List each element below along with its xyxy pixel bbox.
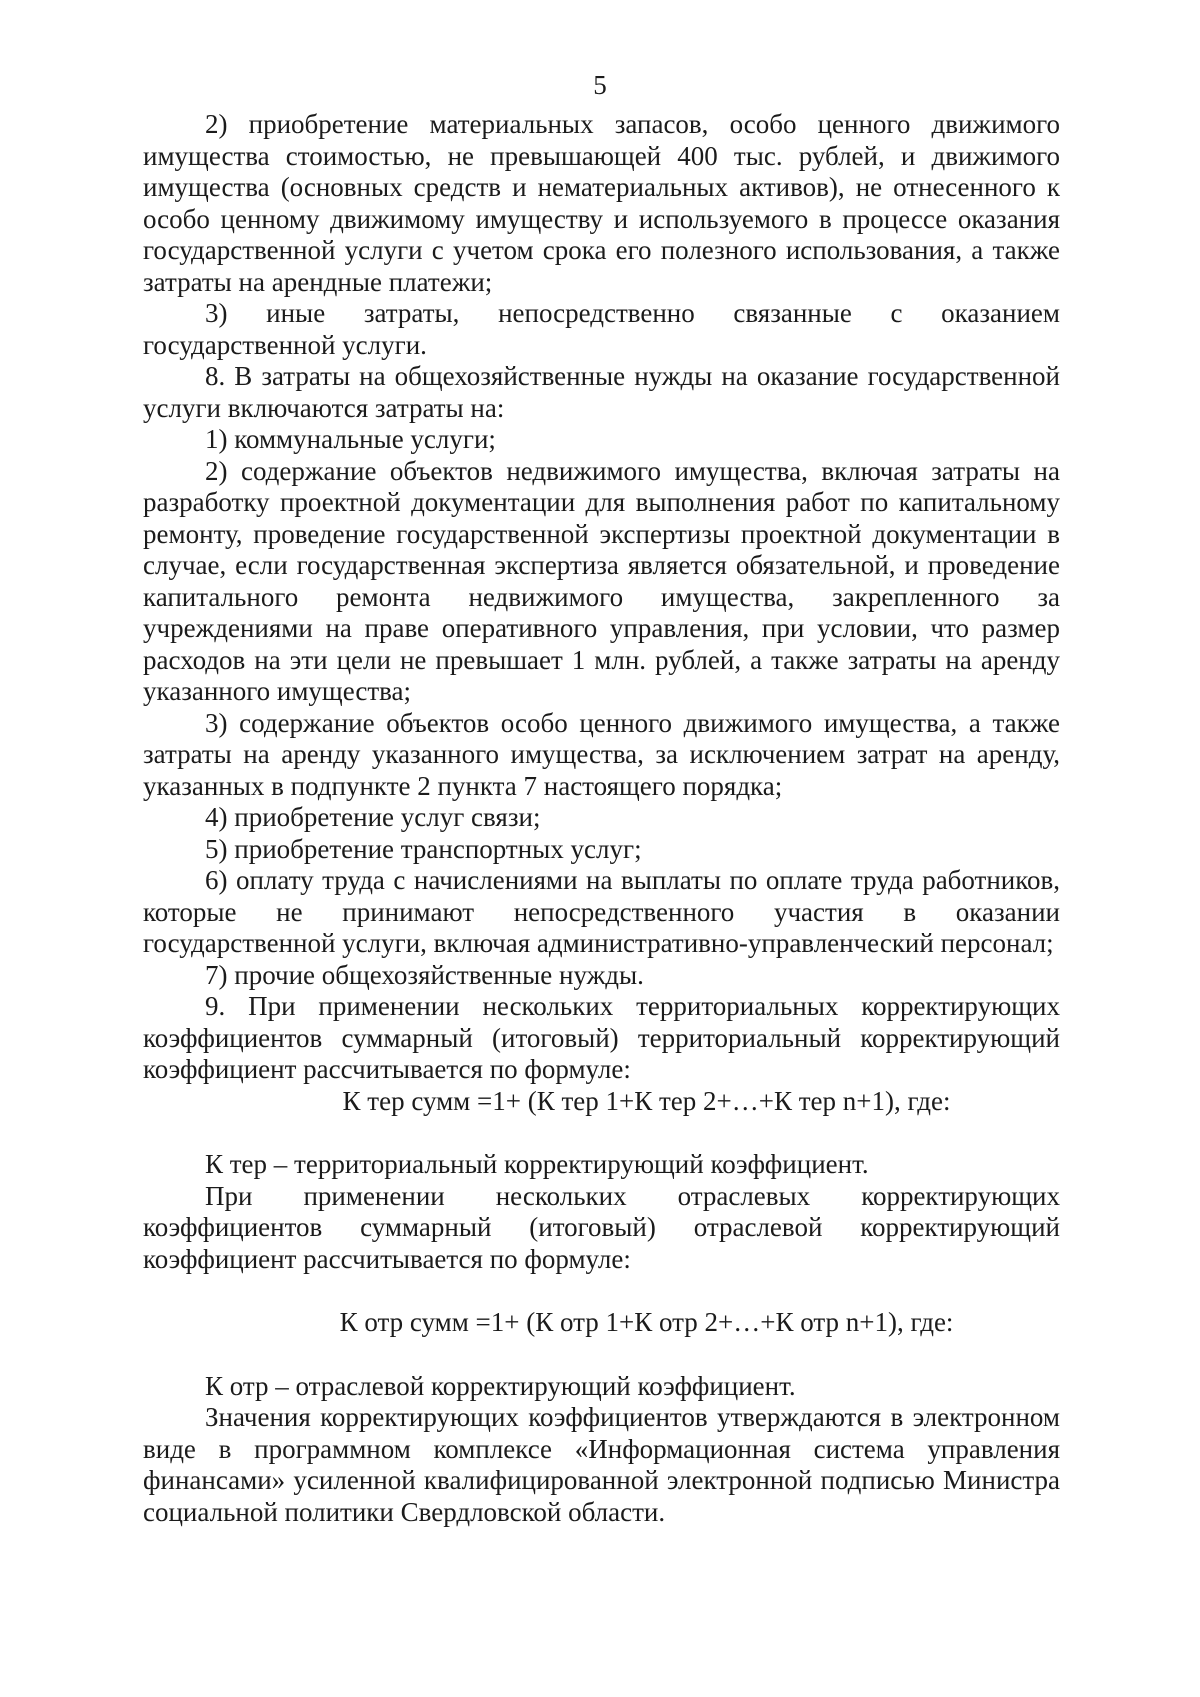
page-number: 5: [593, 70, 607, 100]
formula-branch: К отр сумм =1+ (К отр 1+К отр 2+…+К отр n+1), где:: [339, 1307, 954, 1337]
paragraph-item-2-real-estate: 2) содержание объектов недвижимого имущества, включая затраты на разработку проектной документации для выполнения работ по капитальному ремонту, проведение государственной экспертизы проектной документации в случае, если государственная экспертиза является обязательной, и проведение капитального ремонта недвижимого имущества, закрепленного за учреждениями на праве оперативного управления, при условии, что размер расходов на эти цели не превышает 1 млн. рублей, а также затраты на аренду указанного имущества;: [143, 455, 1060, 706]
paragraph-branch-coefficients: При применении нескольких отраслевых корректирующих коэффициентов суммарный (итоговый) отраслевой корректирующий коэффициент рассчитывается по формуле:: [143, 1180, 1060, 1274]
definition-branch: К отр – отраслевой корректирующий коэффициент.: [205, 1370, 796, 1401]
paragraph-item-3-movable-property: 3) содержание объектов особо ценного движимого имущества, а также затраты на аренду указанного имущества, за исключением затрат на аренду, указанных в подпункте 2 пункта 7 настоящего порядка;: [143, 707, 1060, 801]
paragraph-item-3-other-costs: 3) иные затраты, непосредственно связанные с оказанием государственной услуги.: [143, 298, 1060, 360]
formula-territorial: К тер сумм =1+ (К тер 1+К тер 2+…+К тер n+1), где:: [342, 1085, 951, 1116]
paragraph-item-7-other-needs: 7) прочие общехозяйственные нужды.: [205, 959, 644, 990]
paragraph-item-4-communications: 4) приобретение услуг связи;: [205, 802, 541, 832]
paragraph-item-2-materials: 2) приобретение материальных запасов, особо ценного движимого имущества стоимостью, не превышающей 400 тыс. рублей, и движимого имущества (основных средств и нематериальных активов), не отнесенного к особо ценному движимому имуществу и используемого в процессе оказания государственной услуги с учетом срока его полезного использования, а также затраты на арендные платежи;: [143, 109, 1060, 297]
paragraph-section-9: 9. При применении нескольких территориальных корректирующих коэффициентов суммарный (итоговый) территориальный корректирующий коэффициент рассчитывается по формуле:: [143, 991, 1060, 1084]
definition-territorial: К тер – территориальный корректирующий коэффициент.: [205, 1149, 869, 1179]
paragraph-item-6-salary: 6) оплату труда с начислениями на выплаты по оплате труда работников, которые не принимают непосредственного участия в оказании государственной услуги, включая административно-управленческий персонал;: [143, 865, 1060, 958]
document-body: [143, 109, 1060, 1528]
paragraph-item-1-utilities: 1) коммунальные услуги;: [205, 424, 496, 454]
paragraph-item-5-transport: 5) приобретение транспортных услуг;: [205, 833, 642, 864]
paragraph-section-8: 8. В затраты на общехозяйственные нужды на оказание государственной услуги включаются затраты на:: [143, 361, 1060, 423]
paragraph-final: Значения корректирующих коэффициентов утверждаются в электронном виде в программном комплексе «Информационная система управления финансами» усиленной квалифицированной электронной подписью Министра социальной политики Свердловской области.: [143, 1402, 1060, 1527]
